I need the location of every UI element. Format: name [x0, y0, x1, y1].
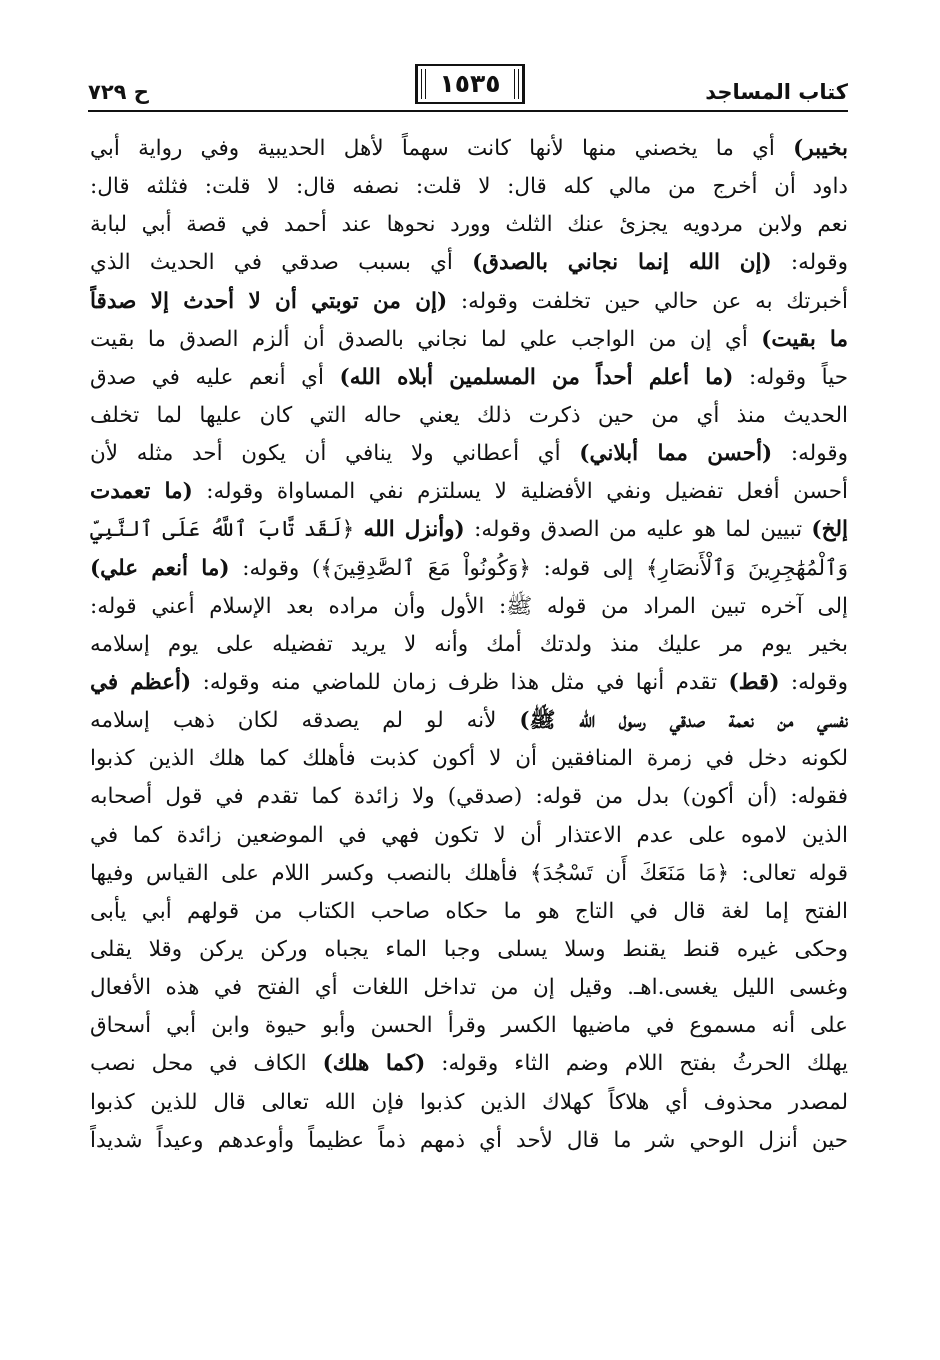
text-line [90, 321, 848, 359]
text-line [90, 1007, 848, 1045]
bold-quote-segment: (وأنزل الله [363, 517, 465, 543]
text-segment: لمصدر محذوف أي هلاكاً كهلاك الذين كذبوا فإن الله تعالى قال للذين كذبوا [90, 1089, 848, 1115]
page-header [88, 64, 848, 118]
text-line [90, 130, 848, 168]
text-segment: الكاف في محل نصب [90, 1051, 323, 1077]
text-line [90, 1122, 848, 1160]
text-line [90, 969, 848, 1007]
text-segment: أحسن أفعل تفضيل ونفي الأفضلية لا يسلتزم نفي المساواة وقوله: [192, 479, 848, 505]
text-segment: تقدم أنها في مثل هذا ظرف زمان للماضي منه وقوله: [191, 669, 729, 695]
text-segment: قوله تعالى: ﴿مَا مَنَعَكَ أَن تَسْجُدَ﴾ فأهلك بالنصب وكسر اللام على القياس وفيها [90, 860, 848, 886]
text-segment: لأنه لو لم يصدقه لكان ذهب إسلامه [90, 708, 520, 734]
text-segment: أي إن من الواجب علي لما نجاني بالصدق أن ألزم الصدق ما بقيت [90, 326, 762, 352]
text-line [90, 702, 848, 740]
text-line [90, 931, 848, 969]
text-line [90, 397, 848, 435]
text-segment: على أنه مسموع في ماضيها الكسر وقرأ الحسن وأبو حيوة وابن أبي أسحاق [90, 1013, 848, 1039]
text-line [90, 550, 848, 588]
bold-quote-segment: (إن من توبتي أن لا أحدث إلا صدقاً [90, 288, 448, 314]
bold-quote-segment: (أحسن مما أبلاني) [579, 441, 773, 467]
text-line [90, 359, 848, 397]
text-segment: أخبرتك به عن حالي حين تخلفت وقوله: [447, 288, 848, 314]
text-line [90, 1045, 848, 1083]
text-line [90, 740, 848, 778]
text-line [90, 473, 848, 511]
text-segment: نعم ولابن مردويه يجزئ عنك الثلث وورد نحوها عند أحمد في قصة أبي لبابة [90, 212, 848, 238]
text-line [90, 511, 848, 549]
text-segment: يهلك الحرثُ بفتح اللام وضم الثاء وقوله: [425, 1051, 848, 1077]
bold-quote-segment: (قط) [728, 669, 780, 695]
text-segment: لكونه دخل في زمرة المنافقين أن لا أكون كذبت فأهلك كما هلك الذين كذبوا [90, 746, 848, 772]
bold-quote-segment: (ما أنعم علي) [90, 555, 230, 581]
text-line [90, 588, 848, 626]
text-line [90, 283, 848, 321]
text-line [90, 1084, 848, 1122]
bold-quote-segment: إلخ) [811, 517, 848, 543]
text-segment: إلى آخره تبين المراد من قوله ﷺ: الأول وأن مراده بعد الإسلام أعني قوله: [90, 593, 848, 619]
text-segment: فقوله: (أن أكون) بدل من قوله: (صدقي) ولا زائدة كما تقدم في قول أصحابه [90, 784, 848, 810]
bold-quote-segment: (كما هلك) [322, 1051, 426, 1077]
text-line [90, 817, 848, 855]
page-body-text [90, 130, 848, 1160]
bold-quote-segment: نفسي من نعمة صدقي رسول الله ﷺ) [519, 708, 848, 734]
text-line [90, 435, 848, 473]
text-line [90, 778, 848, 816]
hadith-reference: ح ٧٢٩ [88, 80, 149, 104]
text-line [90, 244, 848, 282]
book-title: كتاب المساجد [705, 80, 848, 104]
text-line [90, 664, 848, 702]
text-segment: الذين لاموه على عدم الاعتذار أن لا تكون فهي في الموضعين زائدة كما في [90, 822, 848, 848]
text-segment: تبيين لما هو عليه من الصدق وقوله: [464, 517, 812, 543]
bold-quote-segment: ما بقيت) [761, 326, 848, 352]
text-segment: أي أعطاني ولا ينافي أن يكون أحد مثله لأن [90, 441, 580, 467]
text-segment: داود أن أخرج من مالي كله قال: لا قلت: نصفه قال: لا قلت: فثلثه قال: [90, 174, 848, 200]
bold-quote-segment: (إن الله إنما نجاني بالصدق) [472, 250, 772, 276]
text-segment: أي ما يخصني منها لأنها كانت سهماً لأهل الحديبية وفي رواية أبي [90, 136, 794, 161]
text-segment: بخير يوم مر عليك منذ ولدتك أمك وأنه لا يريد تفضيله على يوم إسلامه [90, 631, 848, 657]
text-line [90, 893, 848, 931]
text-segment: الحديث منذ أي من حين ذكرت ذلك يعني حاله التي كان عليها لما تخلف [90, 402, 848, 428]
text-line [90, 168, 848, 206]
text-line [90, 626, 848, 664]
text-segment: وقوله: [779, 669, 848, 695]
text-segment: وقوله: [772, 441, 848, 467]
header-rule [88, 110, 848, 112]
text-segment: الفتح إما لغة قال في التاج هو ما حكاه صاحب الكتاب من قولهم أبي يأبى [90, 898, 848, 924]
bold-quote-segment: بخيبر) [793, 136, 848, 161]
text-segment: حياً وقوله: [733, 364, 848, 390]
text-segment: أي أنعم عليه في صدق [90, 364, 340, 390]
bold-quote-segment: (ما تعمدت [90, 479, 193, 505]
text-segment: وَٱلْمُهَٰجِرِينَ وَٱلْأَنصَارِ﴾ إلى قوله: ﴿وَكُونُواْ مَعَ ٱلصَّٰدِقِينَ﴾) وقوله: [229, 555, 848, 581]
text-segment: وقوله: [771, 250, 848, 276]
page-number-box: ١٥٣٥ [415, 64, 525, 104]
bold-quote-segment: (ما أعلم أحداً من المسلمين أبلاه الله) [339, 364, 734, 390]
text-segment: حين أنزل الوحي شر ما قال لأحد أي ذمهم ذماً عظيماً وأوعدهم وعيداً شديداً [90, 1127, 848, 1153]
text-segment: ﴿لَقَد تَّابَ ٱللَّهُ عَلَى ٱلنَّبِيِّ [90, 517, 364, 543]
text-line [90, 206, 848, 244]
bold-quote-segment: (أعظم في [90, 669, 192, 695]
text-segment: وغسى الليل يغسى.اهـ. وقيل إن من تداخل اللغات أي الفتح في هذه الأفعال [90, 975, 848, 1001]
text-line [90, 855, 848, 893]
text-segment: وحكى غيره قنط يقنط وسلا يسلى وجبا الماء يجباه وركن يركن وقلا يقلى [90, 936, 848, 962]
text-segment: أي بسبب صدقي في الحديث الذي [90, 250, 473, 276]
